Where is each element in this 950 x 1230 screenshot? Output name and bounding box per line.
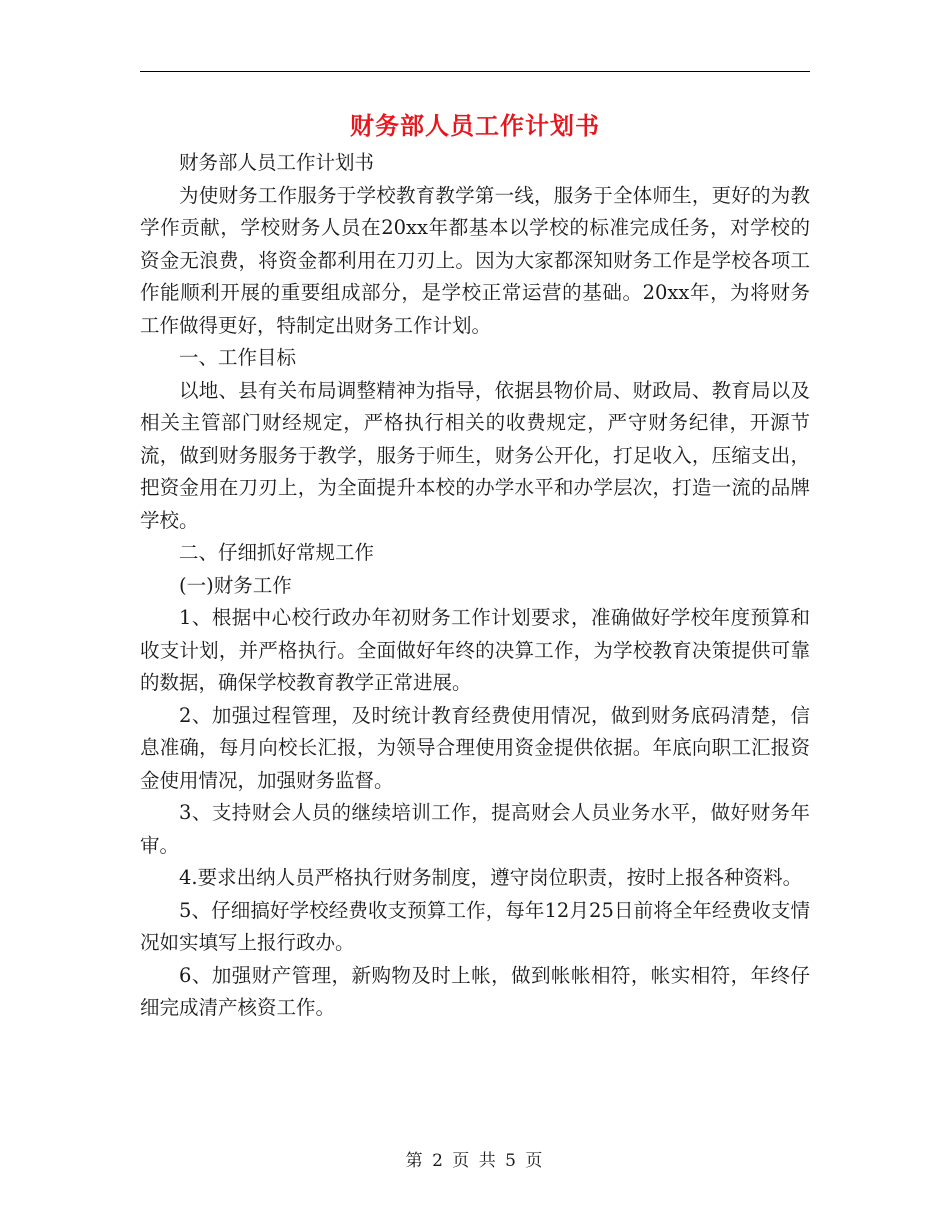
document-title: 财务部人员工作计划书 (350, 111, 600, 140)
header-rule (140, 71, 810, 72)
list-item-5: 5、仔细搞好学校经费收支预算工作，每年12月25日前将全年经费收支情况如实填写上报行政办。 (140, 898, 810, 954)
heading-work-goals: 一、工作目标 (179, 346, 297, 369)
heading-routine-work: 二、仔细抓好常规工作 (179, 541, 375, 564)
list-item-6: 6、加强财产管理，新购物及时上帐，做到帐帐相符，帐实相符，年终仔细完成清产核资工作。 (140, 963, 810, 1019)
paragraph-goals: 以地、县有关布局调整精神为指导，依据县物价局、财政局、教育局以及相关主管部门财经规定，严格执行相关的收费规定，严守财务纪律，开源节流，做到财务服务于教学，服务于师生，财务公开化，打足收入，压缩支出，把资金用在刀刃上，为全面提升本校的办学水平和办学层次，打造一流的品牌学校。 (140, 378, 810, 532)
document-body (140, 147, 810, 1025)
list-item-4: 4.要求出纳人员严格执行财务制度，遵守岗位职责，按时上报各种资料。 (179, 866, 803, 889)
list-item-1: 1、根据中心校行政办年初财务工作计划要求，准确做好学校年度预算和收支计划，并严格执行。全面做好年终的决算工作，为学校教育决策提供可靠的数据，确保学校教育教学正常进展。 (140, 606, 810, 694)
heading-finance-work: (一)财务工作 (179, 573, 292, 597)
list-item-3: 3、支持财会人员的继续培训工作，提高财会人员业务水平，做好财务年审。 (140, 801, 810, 857)
page-indicator: 第 2 页 共 5 页 (405, 1151, 545, 1171)
paragraph-subtitle: 财务部人员工作计划书 (179, 151, 375, 174)
list-item-2: 2、加强过程管理，及时统计教育经费使用情况，做到财务底码清楚，信息准确，每月向校长汇报，为领导合理使用资金提供依据。年底向职工汇报资金使用情况，加强财务监督。 (140, 703, 810, 792)
paragraph-intro: 为使财务工作服务于学校教育教学第一线，服务于全体师生，更好的为教学作贡献，学校财务人员在20xx年都基本以学校的标准完成任务，对学校的资金无浪费，将资金都利用在刀刃上。因为大家都深知财务工作是学校各项工作能顺利开展的重要组成部分，是学校正常运营的基础。20xx年，为将财务工作做得更好，特制定出财务工作计划。 (140, 183, 810, 337)
